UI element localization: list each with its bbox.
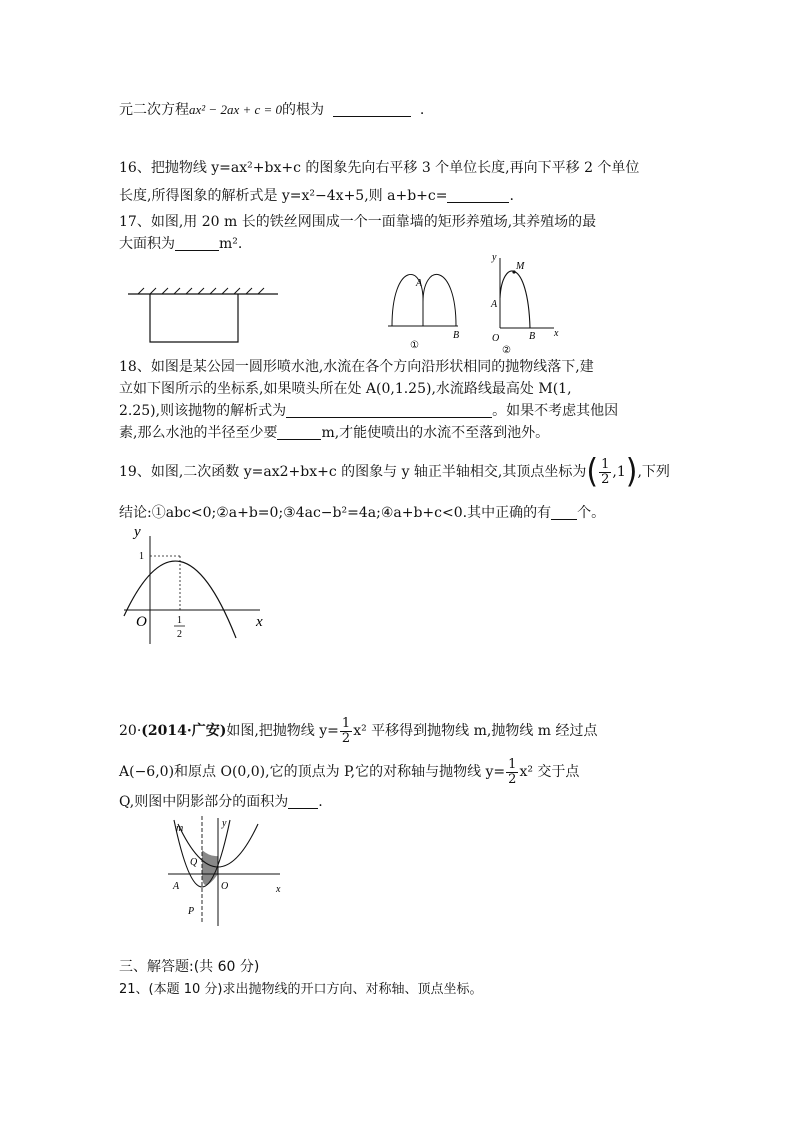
label-O: O: [492, 333, 500, 344]
label-A: A: [416, 278, 423, 289]
q20-answer-blank[interactable]: [288, 793, 318, 809]
q16-answer-blank[interactable]: [447, 187, 509, 203]
q18-radius-blank[interactable]: [277, 424, 321, 440]
q18-line1: 18、如图是某公园一圆形喷水池,水流在各个方向沿形状相同的抛物线落下,建: [119, 359, 594, 375]
water-curve: [500, 271, 530, 328]
wall-hatching: [138, 288, 264, 294]
q20-line1: 20·(2014·广安)如图,把抛物线 y= $\frac{1}{2}$ x² 平移得到抛物线 m,抛物线 m 经过点: [119, 715, 598, 746]
q19-vertex-x: $\frac{1}{2}$: [601, 456, 610, 487]
label-A: A: [173, 881, 180, 892]
q20-line2: A(−6,0)和原点 O(0,0),它的顶点为 P,它的对称轴与抛物线 y= $\frac{1}{2}$ x² 交于点: [119, 756, 580, 787]
label-m: m: [176, 823, 184, 834]
q18-line4: 素,那么水池的半径至少要 m,才能使喷出的水流不至落到池外。: [119, 425, 550, 441]
label-x: x: [554, 328, 559, 339]
q16-line1: 16、把抛物线 y=ax²+bx+c 的图象先向右平移 3 个单位长度,再向下平移 2 个单位: [119, 160, 640, 176]
q15-line: 元二次方程ax² − 2ax + c = 0的根为 .: [119, 102, 425, 118]
q16-line2: 长度,所得图象的解析式是 y=x²−4x+5,则 a+b+c= .: [119, 188, 514, 204]
q18-equation-blank[interactable]: [286, 402, 492, 418]
q17-line1: 17、如图,用 20 m 长的铁丝网围成一个一面靠墙的矩形养殖场,其养殖场的最: [119, 214, 597, 230]
q18-fountain-figure-2: [488, 252, 568, 356]
q19-answer-blank[interactable]: [551, 504, 577, 520]
q21-line: 21、(本题 10 分)求出抛物线的开口方向、对称轴、顶点坐标。: [119, 982, 483, 997]
q19-parabola-graph: [118, 522, 278, 648]
label-O: O: [221, 881, 229, 892]
q20-source: (2014·广安): [141, 723, 227, 739]
label-1: 1: [139, 551, 144, 562]
q15-equation: ax² − 2ax + c = 0: [189, 102, 283, 117]
label-Q: Q: [190, 857, 198, 868]
q20-line3: Q,则图中阴影部分的面积为 .: [119, 794, 323, 810]
right-arch: [423, 274, 456, 326]
q17-line2: 大面积为 m².: [119, 236, 243, 252]
fence-rectangle: [150, 294, 238, 342]
q18-fountain-figure-1: [386, 262, 464, 354]
shaded-region: [202, 850, 218, 885]
q19-line2: 结论:①abc<0;②a+b=0;③4ac−b²=4a;④a+b+c<0.其中正确的有 个。: [119, 505, 606, 521]
label-B: B: [453, 330, 460, 341]
q19-line1: 19、如图,二次函数 y=ax2+bx+c 的图象与 y 轴正半轴相交,其顶点坐标为( $\frac{1}{2}$ ,1),下列: [119, 452, 670, 491]
caption-2: ②: [502, 345, 511, 356]
q18-line3: 2.25),则该抛物的解析式为 。如果不考虑其他因: [119, 403, 619, 419]
label-A: A: [491, 299, 498, 310]
q17-wall-figure: [128, 284, 280, 346]
section3-title: 三、解答题:(共 60 分): [119, 959, 260, 975]
q17-answer-blank[interactable]: [175, 235, 219, 251]
label-x: x: [256, 614, 263, 630]
label-half-den: 2: [177, 629, 182, 640]
q18-line2: 立如下图所示的坐标系,如果喷头所在处 A(0,1.25),水流路线最高处 M(1,: [119, 381, 572, 397]
label-y: y: [222, 818, 227, 829]
q15-answer-blank[interactable]: [333, 101, 411, 117]
label-M: M: [516, 261, 525, 272]
label-half-num: 1: [177, 615, 182, 626]
label-y: y: [492, 252, 497, 263]
label-P: P: [188, 906, 195, 917]
label-O: O: [136, 614, 147, 630]
label-y: y: [134, 524, 141, 540]
label-x: x: [276, 884, 281, 895]
label-B: B: [529, 331, 536, 342]
caption-1: ①: [410, 340, 419, 351]
q20-parabola-graph: [164, 814, 290, 930]
